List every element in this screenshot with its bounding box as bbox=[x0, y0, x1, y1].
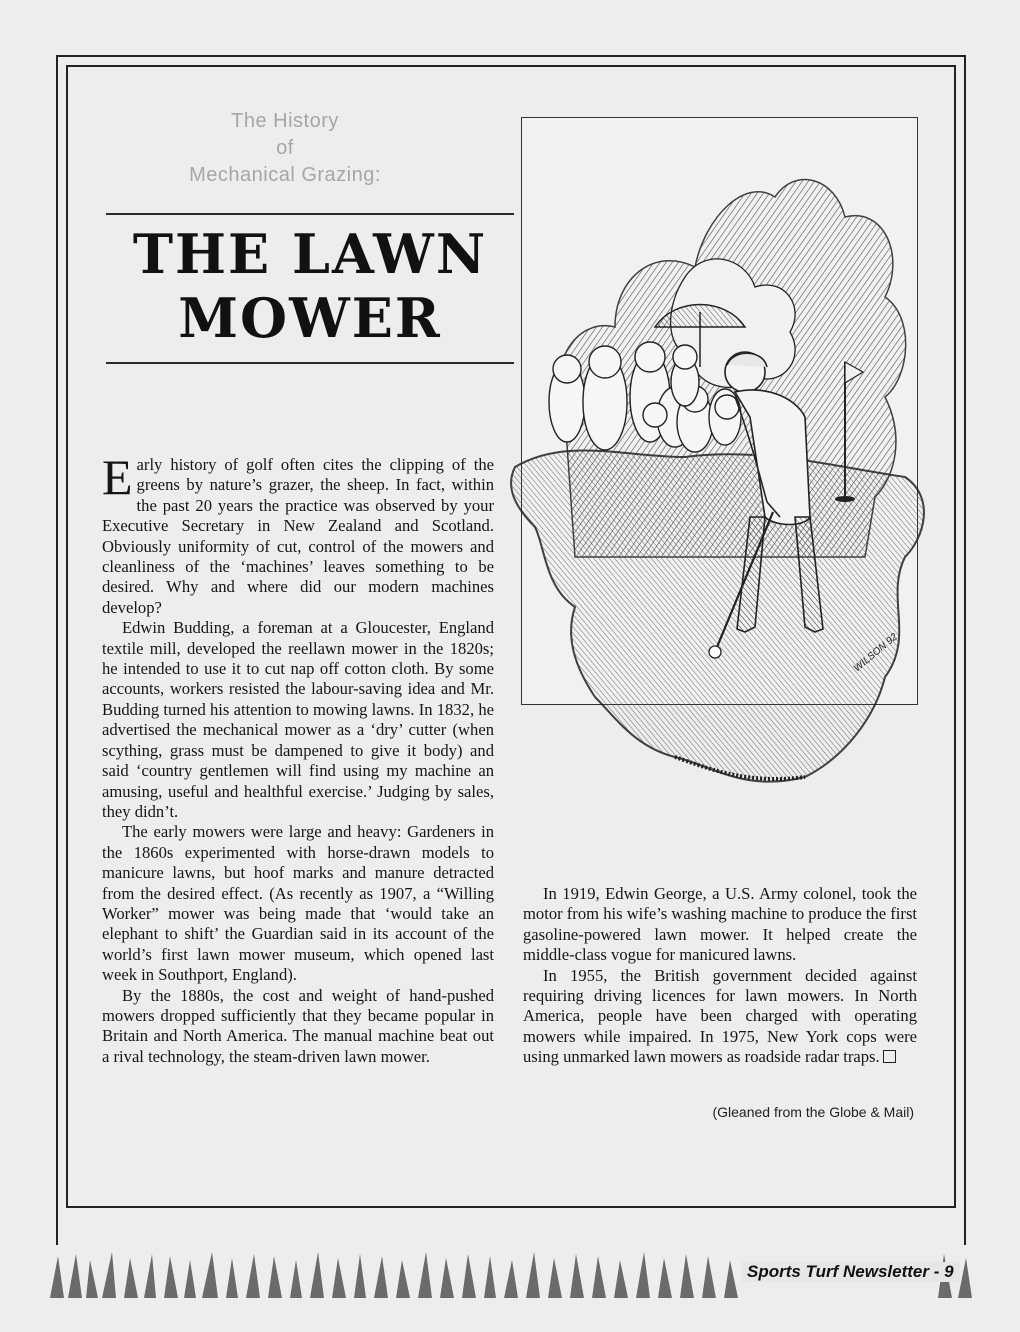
drop-cap: E bbox=[102, 449, 133, 505]
paragraph-4: By the 1880s, the cost and weight of hand-pushed mowers dropped sufficiently that they became popular in Britain and North America. The manual machine beat out a rival technology, the steam-driven lawn mower. bbox=[102, 985, 494, 1066]
paragraph-1-text: arly history of golf often cites the clipping of the greens by nature’s grazer, the sheep. In fact, within the past 20 years the practice was observed by your Executive Secretary in New Zealand and Scotland. Obviously uniformity of cut, control of the mowers and cleanliness of the ‘machines’ leaves something to be desired. Why and where did our modern machines develop? bbox=[102, 455, 494, 617]
end-mark-icon bbox=[883, 1050, 896, 1063]
footer-page-label: Sports Turf Newsletter - 9 bbox=[741, 1262, 960, 1282]
headline bbox=[106, 222, 514, 350]
paragraph-6-text: In 1955, the British government decided against requiring driving licences for lawn mowers. In North America, people have been charged with operating mowers while impaired. In 1975, New York cops were using unmarked lawn mowers as roadside radar traps. bbox=[523, 965, 917, 1067]
golfer-sheep-illustration bbox=[505, 117, 945, 797]
headline-line-2: MOWER bbox=[178, 286, 442, 350]
right-column bbox=[523, 884, 917, 1068]
headline-rule-top bbox=[106, 213, 514, 215]
kicker-heading bbox=[100, 108, 470, 189]
left-column bbox=[102, 449, 494, 1067]
paragraph-6 bbox=[523, 966, 917, 1068]
kicker-line-2: of bbox=[276, 137, 294, 159]
kicker-line-3: Mechanical Grazing: bbox=[189, 164, 381, 186]
kicker-line-1: The History bbox=[231, 110, 339, 132]
headline-rule-bottom bbox=[106, 362, 514, 364]
paragraph-3: The early mowers were large and heavy: Gardeners in the 1860s experimented with horse-drawn models to manicure lawns, but hoof marks and manure detracted from the desired effect. (As recently as 1907, a “Willing Worker” mower was being made that ‘would take an elephant to shift’ the Guardian said in its account of the world’s first lawn mower museum, which opened last week in Southport, England). bbox=[102, 822, 494, 985]
headline-line-1: THE LAWN bbox=[132, 222, 488, 286]
illustration-signature: WILSON 92 bbox=[851, 631, 900, 675]
paragraph-1 bbox=[102, 449, 494, 618]
paragraph-5: In 1919, Edwin George, a U.S. Army colonel, took the motor from his wife’s washing machine to produce the first gasoline-powered lawn mower. It helped create the middle-class vogue for manicured lawns. bbox=[523, 884, 918, 965]
source-credit: (Gleaned from the Globe & Mail) bbox=[712, 1104, 914, 1120]
paragraph-2: Edwin Budding, a foreman at a Gloucester, England textile mill, developed the reellawn mower in the 1820s; he intended to use it to cut nap off cotton cloth. By some accounts, workers resisted the labour-saving idea and Mr. Budding turned his attention to mowing lawns. In 1832, he advertised the mechanical mower as a ‘dry’ cutter (when scything, grass must be dampened to give it body) and said ‘country gentlemen will find using my machine an amusing, useful and healthful exercise.’ Judging by sales, they didn’t. bbox=[102, 618, 494, 821]
